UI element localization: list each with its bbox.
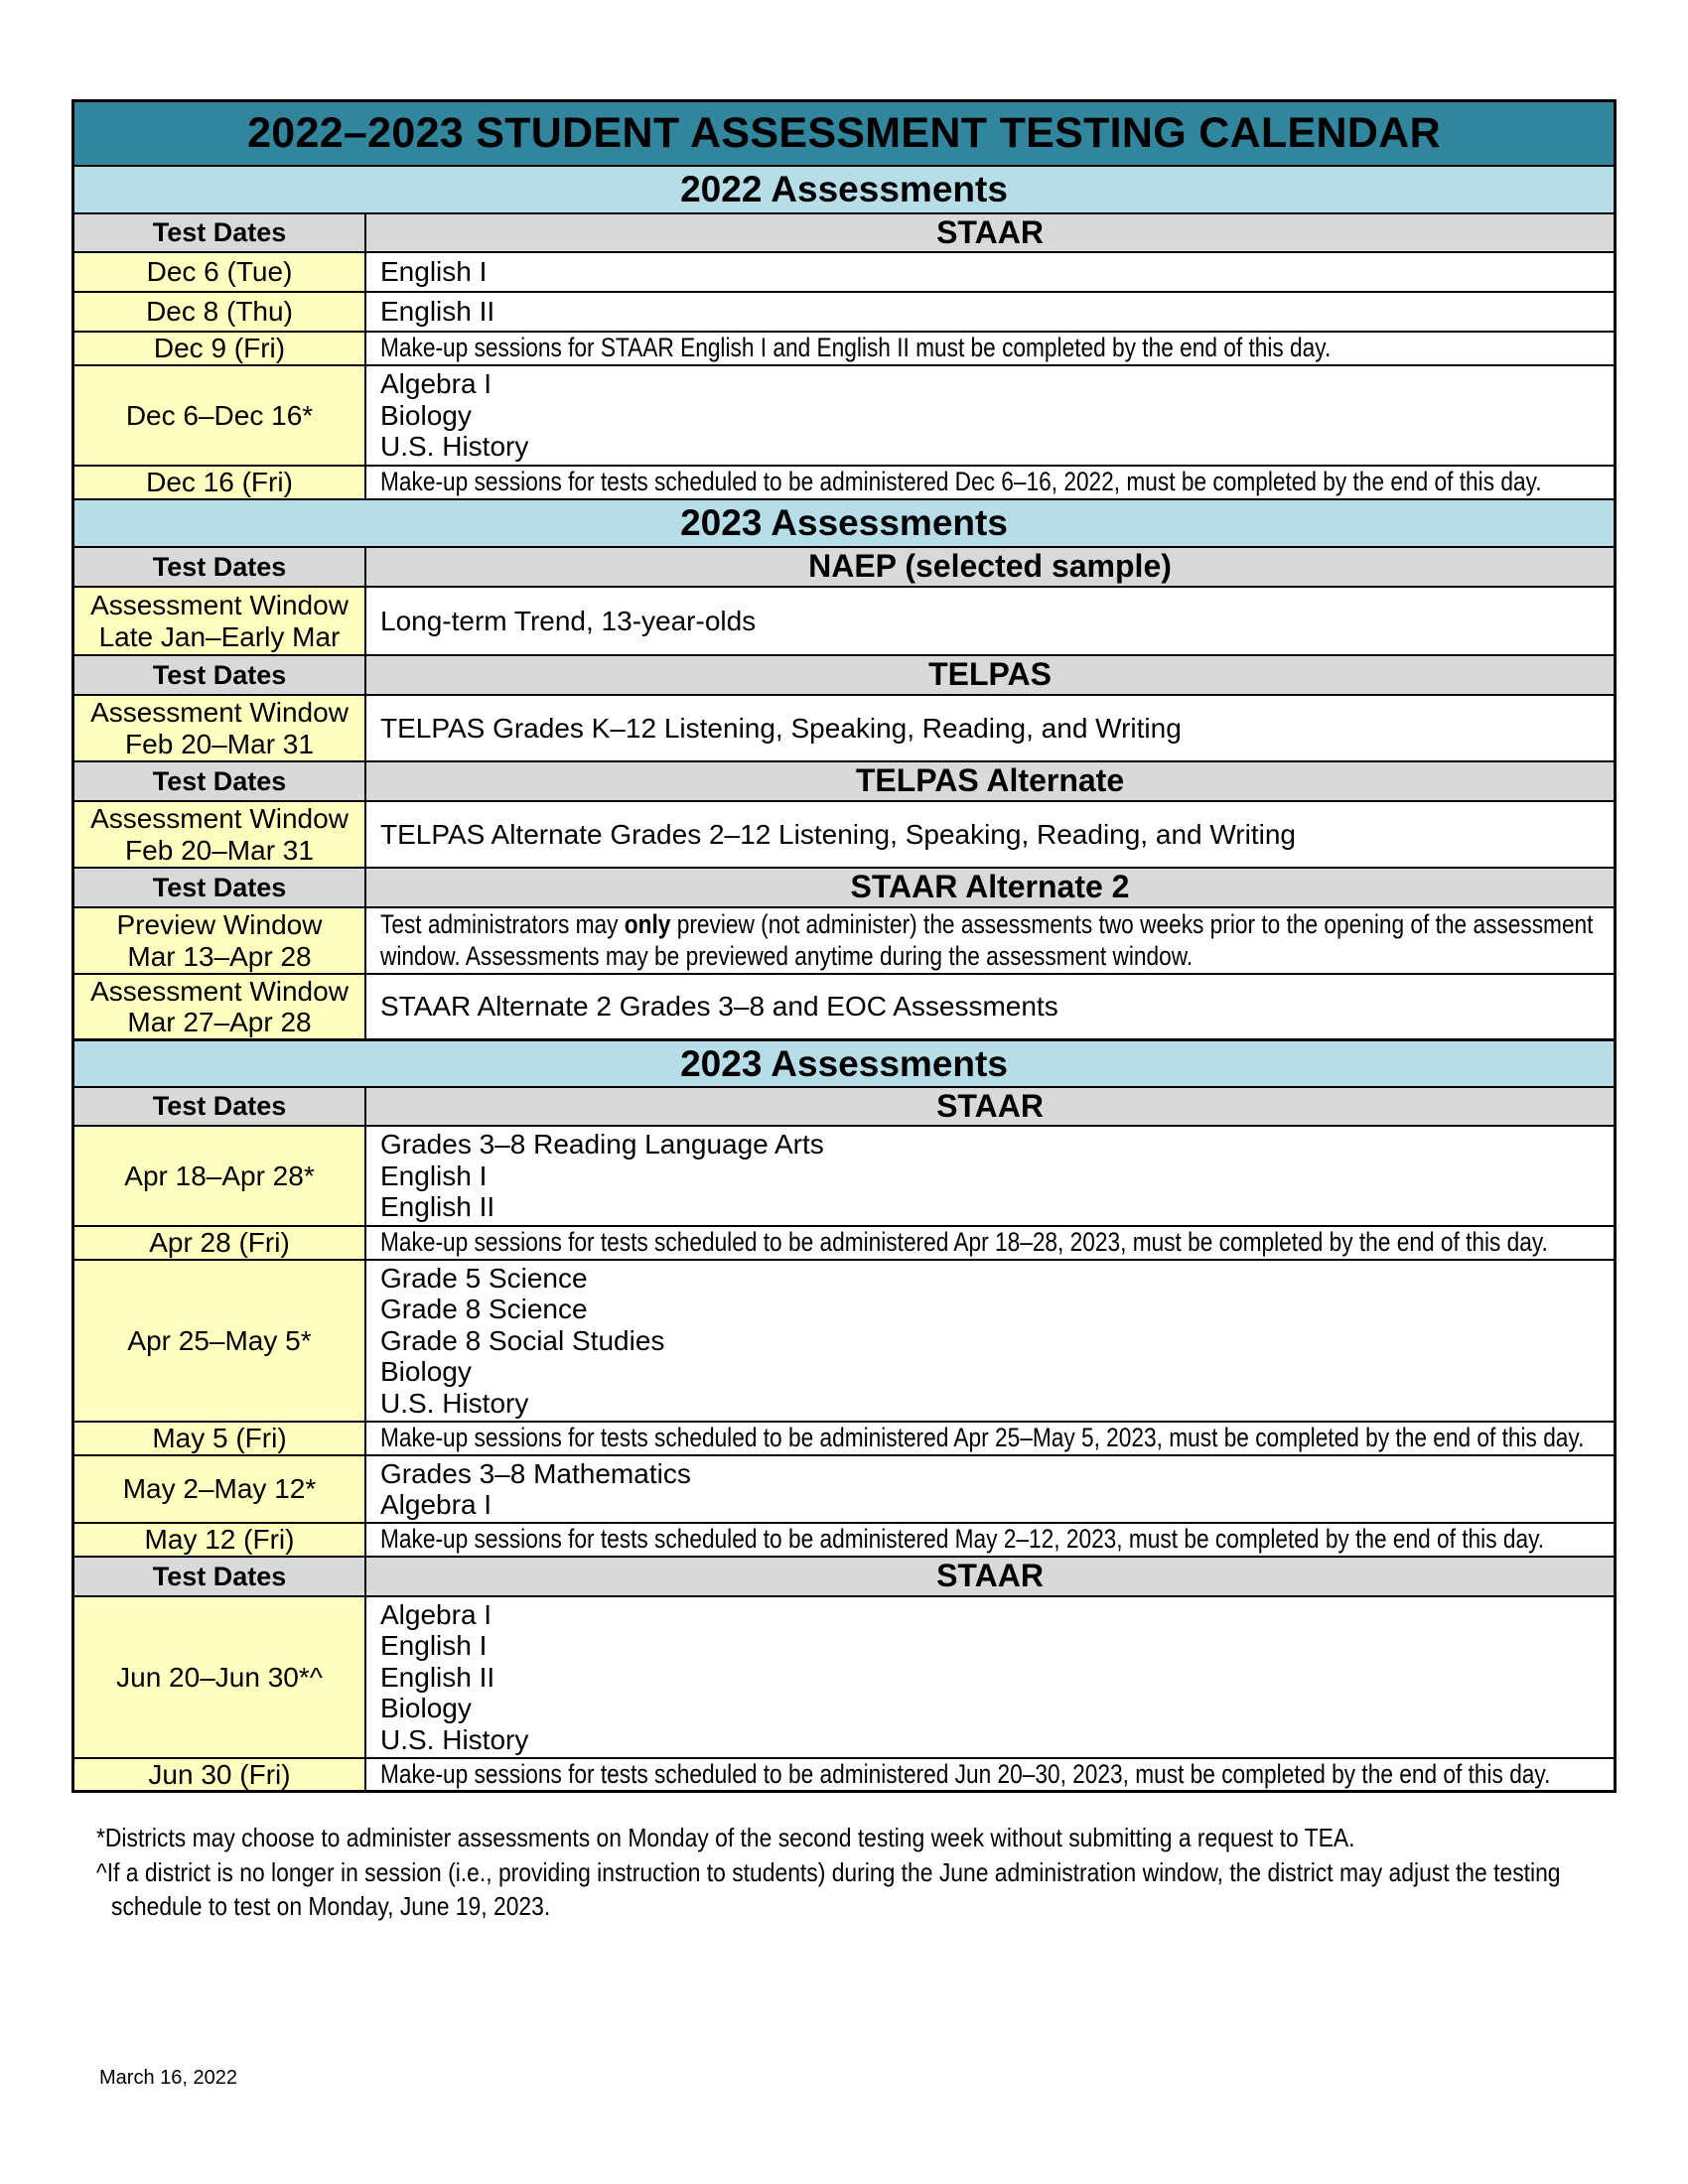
description-cell: Grade 5 Science Grade 8 Science Grade 8 Social Studies Biology U.S. History bbox=[380, 1263, 665, 1419]
description-cell: Make-up sessions for tests scheduled to be administered Apr 18–28, 2023, must be completed by the end of this day. bbox=[380, 1227, 1548, 1258]
table-row bbox=[74, 586, 1614, 654]
description-cell bbox=[366, 908, 1688, 973]
test-dates-header: Test Dates bbox=[74, 1088, 366, 1125]
table-row bbox=[74, 906, 1614, 973]
assessment-header-telpas-alternate: TELPAS Alternate bbox=[366, 762, 1614, 800]
date-cell: Apr 25–May 5* bbox=[74, 1261, 366, 1421]
footnote-asterisk: *Districts may choose to administer assessments on Monday of the second testing week without submitting a request to TEA. bbox=[96, 1823, 1355, 1852]
description-cell: Make-up sessions for tests scheduled to be administered May 2–12, 2023, must be completed by the end of this day. bbox=[380, 1524, 1545, 1555]
calendar-title: 2022–2023 STUDENT ASSESSMENT TESTING CALENDAR bbox=[74, 102, 1614, 165]
date-cell: Dec 16 (Fri) bbox=[74, 467, 366, 498]
table-row bbox=[74, 1454, 1614, 1522]
description-cell: Grades 3–8 Reading Language Arts English I English II bbox=[380, 1129, 824, 1223]
assessment-header-naep: NAEP (selected sample) bbox=[366, 548, 1614, 586]
table-row bbox=[74, 251, 1614, 291]
date-cell: Preview Window Mar 13–Apr 28 bbox=[74, 908, 366, 973]
description-cell: Make-up sessions for tests scheduled to be administered Jun 20–30, 2023, must be completed by the end of this day. bbox=[380, 1758, 1551, 1789]
description-cell: English I bbox=[380, 256, 488, 288]
date-cell: May 5 (Fri) bbox=[74, 1423, 366, 1454]
table-row bbox=[74, 465, 1614, 498]
assessment-header-telpas: TELPAS bbox=[366, 656, 1614, 694]
header-row-staar-alternate-2 bbox=[74, 867, 1614, 906]
date-cell: Apr 28 (Fri) bbox=[74, 1227, 366, 1259]
description-cell: English II bbox=[380, 296, 495, 328]
header-row-telpas-alternate bbox=[74, 760, 1614, 800]
testing-calendar-table bbox=[71, 99, 1617, 1793]
header-row-staar-2023 bbox=[74, 1086, 1614, 1125]
description-cell: Long-term Trend, 13-year-olds bbox=[380, 605, 757, 636]
table-row bbox=[74, 291, 1614, 331]
date-cell: May 2–May 12* bbox=[74, 1456, 366, 1522]
test-dates-header: Test Dates bbox=[74, 548, 366, 586]
table-row bbox=[74, 1421, 1614, 1454]
test-dates-header: Test Dates bbox=[74, 869, 366, 906]
date-cell: May 12 (Fri) bbox=[74, 1524, 366, 1556]
section-heading-2023: 2023 Assessments bbox=[74, 498, 1614, 546]
description-cell: Algebra I Biology U.S. History bbox=[380, 368, 529, 463]
date-cell: Assessment Window Feb 20–Mar 31 bbox=[74, 802, 366, 867]
footnote-caret-continued: schedule to test on Monday, June 19, 2023. bbox=[111, 1891, 551, 1921]
document-date: March 16, 2022 bbox=[99, 2067, 237, 2089]
date-cell: Apr 18–Apr 28* bbox=[74, 1127, 366, 1225]
assessment-header-staar-alternate-2: STAAR Alternate 2 bbox=[366, 869, 1614, 906]
date-cell: Assessment Window Late Jan–Early Mar bbox=[74, 588, 366, 654]
date-cell: Dec 8 (Thu) bbox=[74, 293, 366, 331]
date-cell: Jun 30 (Fri) bbox=[74, 1759, 366, 1790]
table-row bbox=[74, 694, 1614, 760]
header-row-naep bbox=[74, 546, 1614, 586]
date-cell: Dec 9 (Fri) bbox=[74, 333, 366, 364]
header-row-staar-2022 bbox=[74, 212, 1614, 251]
test-dates-header: Test Dates bbox=[74, 656, 366, 694]
description-cell: Algebra I English I English II Biology U.S. History bbox=[380, 1599, 529, 1755]
description-cell: TELPAS Grades K–12 Listening, Speaking, Reading, and Writing bbox=[380, 712, 1182, 744]
table-row bbox=[74, 1225, 1614, 1259]
description-cell: STAAR Alternate 2 Grades 3–8 and EOC Assessments bbox=[380, 991, 1058, 1023]
preview-note-line1: Test administrators may only preview (not administer) the assessments two weeks prior to the opening of the assessment bbox=[380, 909, 1594, 940]
date-cell: Jun 20–Jun 30*^ bbox=[74, 1597, 366, 1757]
description-cell: TELPAS Alternate Grades 2–12 Listening, Speaking, Reading, and Writing bbox=[380, 818, 1296, 850]
assessment-header-staar: STAAR bbox=[366, 1558, 1614, 1595]
assessment-header-staar: STAAR bbox=[366, 214, 1614, 251]
description-cell: Make-up sessions for tests scheduled to be administered Apr 25–May 5, 2023, must be completed by the end of this day. bbox=[380, 1423, 1585, 1453]
table-row bbox=[74, 973, 1614, 1038]
description-cell: Make-up sessions for STAAR English I and English II must be completed by the end of this day. bbox=[380, 333, 1332, 363]
footnote-caret: ^If a district is no longer in session (i.e., providing instruction to students) during the June administration window, the district may adjust the testing bbox=[96, 1857, 1561, 1887]
assessment-header-staar: STAAR bbox=[366, 1088, 1614, 1125]
table-row bbox=[74, 1595, 1614, 1757]
section-heading-2023-staar: 2023 Assessments bbox=[74, 1038, 1614, 1086]
description-cell: Grades 3–8 Mathematics Algebra I bbox=[380, 1457, 691, 1520]
date-cell: Dec 6–Dec 16* bbox=[74, 366, 366, 465]
date-cell: Dec 6 (Tue) bbox=[74, 253, 366, 291]
table-row bbox=[74, 364, 1614, 465]
preview-note-line2: window. Assessments may be previewed anytime during the assessment window. bbox=[380, 940, 1194, 971]
description-cell: Make-up sessions for tests scheduled to be administered Dec 6–16, 2022, must be completed by the end of this day. bbox=[380, 467, 1542, 497]
test-dates-header: Test Dates bbox=[74, 762, 366, 800]
date-cell: Assessment Window Feb 20–Mar 31 bbox=[74, 696, 366, 760]
table-row bbox=[74, 1259, 1614, 1421]
header-row-staar-june bbox=[74, 1556, 1614, 1595]
table-row bbox=[74, 1757, 1614, 1790]
table-row bbox=[74, 331, 1614, 364]
table-row bbox=[74, 1125, 1614, 1225]
table-row bbox=[74, 800, 1614, 867]
test-dates-header: Test Dates bbox=[74, 1558, 366, 1595]
table-row bbox=[74, 1522, 1614, 1556]
test-dates-header: Test Dates bbox=[74, 214, 366, 251]
header-row-telpas bbox=[74, 654, 1614, 694]
date-cell: Assessment Window Mar 27–Apr 28 bbox=[74, 975, 366, 1038]
section-heading-2022: 2022 Assessments bbox=[74, 165, 1614, 212]
